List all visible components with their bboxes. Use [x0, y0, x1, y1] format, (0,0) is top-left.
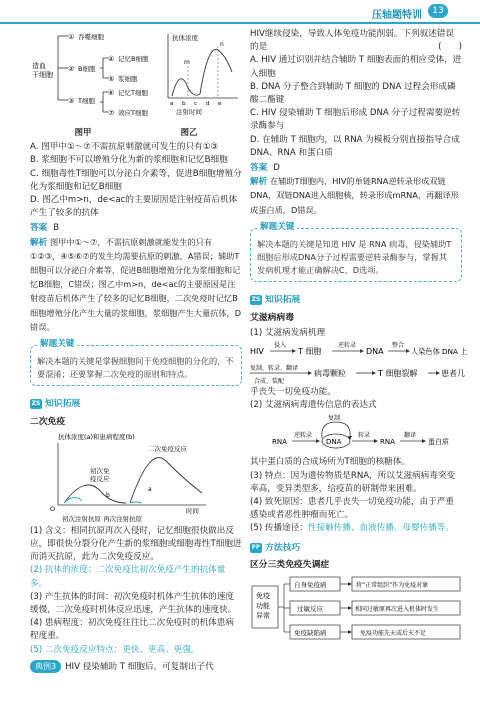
- tip-text: 解决本题的关键是掌握细胞间于免疫细胞的分化的，不要混淆；还要掌握二次免疫的原则和特点。: [37, 356, 234, 380]
- figure-yi: [162, 28, 242, 118]
- table-row-3-desc: 免疫功能先天或后天不足: [360, 630, 427, 638]
- table-row-1-name: 自身免疫病: [294, 581, 327, 590]
- r-p4: (4) 致死原因：患者几乎丧失一切免疫功能，由于严重感染或者恶性肿瘤而死亡。: [250, 497, 454, 521]
- analysis-label: 解析: [30, 237, 48, 248]
- r-section-knowledge: [250, 294, 300, 307]
- secondary-immunity-figure: [46, 431, 226, 523]
- r-tip-box: [250, 221, 462, 283]
- flow2-tl: 翻译: [404, 432, 417, 440]
- tip-box: [30, 339, 242, 386]
- r-analysis-label: 解析: [250, 177, 268, 188]
- fig1-node-3: ③: [68, 97, 75, 105]
- option-b: B. 浆细胞不可以增殖分化为新的浆细胞和记忆B细胞: [30, 155, 228, 166]
- r-tip-tag: 解题关键: [257, 221, 297, 234]
- fig1-caption: 图甲: [74, 127, 92, 137]
- fig3-second-label: 二次免疫反应: [148, 444, 187, 453]
- fig3-bottom-label: 初次注射抗原 再次注射抗原: [62, 514, 143, 523]
- r-answer-value: D: [273, 163, 280, 174]
- fig1-node-1: ①: [68, 33, 75, 41]
- fig1-node-7: ⑦: [108, 109, 115, 117]
- r-section-badge: ZS: [251, 296, 261, 304]
- method-section: [250, 542, 300, 555]
- table-row-2-desc: 相同过敏原再次进入机体时发生: [355, 606, 440, 614]
- fig2-tick-a: a: [170, 101, 174, 107]
- option-d: D. 图乙中m>n，de<ac的主要原因是注射疫苗后机体产生了较多的抗体: [30, 195, 238, 219]
- fig1-label-3: T细胞: [78, 97, 95, 105]
- analysis: [30, 236, 242, 335]
- point-1: (1) 含义：相同抗原再次入侵时，记忆细胞很快做出反应，即很快分裂分化产生新的浆细胞或细胞毒性T细胞进而消灭抗原，此为二次免疫反应。: [30, 525, 242, 563]
- fig1-root-2: 干细胞: [32, 71, 53, 79]
- r-p2-tail: 其中蛋白质的合成场所为T细胞的核糖体。: [250, 457, 410, 468]
- fig1-node-2: ②: [68, 65, 75, 73]
- left-column: [30, 28, 242, 674]
- r-option-b: B. DNA 分子整合到辅助 T 细胞的 DNA 过程会形成磷酸二酯键: [250, 81, 456, 106]
- section-badge: ZS: [31, 400, 41, 408]
- flow2-rep: 复制: [328, 415, 341, 423]
- fig1-node-6: ⑥: [108, 89, 115, 97]
- flow1-t-cell-lysis: T 细胞裂解: [378, 369, 418, 379]
- fig1-label-1: 吞噬细胞: [78, 33, 104, 41]
- flow1-chrom: 人染色体 DNA 上: [411, 347, 468, 357]
- fig3-origin: O: [50, 504, 56, 513]
- right-column: [250, 28, 468, 640]
- fig2-tick-e: e: [218, 101, 222, 107]
- flow1-arrow1-top: 侵入: [274, 342, 287, 350]
- question-text: HIV继续侵染，导致人体免疫功能削弱。下列叙述错误的是: [250, 29, 454, 53]
- section-label: 知识拓展: [45, 399, 81, 410]
- r-option-d: D. 在辅助 T 细胞内，以 RNA 为模板分别直接指导合成 DNA、RNA 和蛋白质: [250, 134, 460, 158]
- r-p1: (1) 艾滋病发病机理: [250, 327, 326, 338]
- fig2-xlabel: 注射时间: [176, 108, 202, 116]
- fig1-node-4: ④: [108, 55, 115, 63]
- table-row-3-name: 免疫缺陷病: [294, 629, 327, 638]
- fig2-tick-d: d: [206, 101, 210, 107]
- method-title: 区分三类免疫失调症: [250, 559, 330, 570]
- answer-paren: ( ): [438, 42, 462, 53]
- fig2-mark-n: n: [220, 41, 224, 48]
- tip-tag: 解题关键: [37, 338, 77, 351]
- flow1-t-cell: T 细胞: [298, 347, 322, 357]
- r-section-label: 知识拓展: [265, 295, 301, 306]
- method-badge: FF: [251, 543, 261, 551]
- hiv-expression-flow: [250, 412, 462, 456]
- page-number: 13: [428, 4, 448, 18]
- fig2-mark-m: m: [184, 59, 190, 66]
- r-p5-prefix: (5) 传播途径：: [250, 523, 308, 534]
- question-continuation: [250, 28, 462, 54]
- fig3-x-axis: 时间: [186, 506, 199, 515]
- flow2-rna2: RNA: [380, 438, 395, 447]
- fig1-root-1: 造血: [32, 62, 46, 70]
- fig1-label-4: 记忆B细胞: [118, 55, 149, 63]
- header-title: 压轴题特训: [372, 10, 422, 21]
- r-option-a: A. HIV 通过识别并结合辅助 T 细胞表面的相应受体，进入细胞: [250, 55, 462, 79]
- fig1-node-5: ⑤: [108, 75, 115, 83]
- flow1-assembly: 合成、装配: [254, 378, 285, 386]
- section-knowledge: [30, 398, 80, 411]
- point-3: (3) 产生抗体的时间：初次免疫时机体产生抗体的速度缓慢，二次免疫时机体反应迅速，产生抗体的速度快。: [30, 591, 237, 616]
- header-bar: [0, 0, 480, 26]
- r-option-c: C. HIV 侵染辅助 T 细胞后形成 DNA 分子过程需要逆转录酶参与: [250, 108, 461, 132]
- flow2-rt: 逆转录: [294, 432, 313, 440]
- flow2-rna: RNA: [272, 438, 287, 447]
- fig3-first-label-2: 疫反应: [90, 474, 110, 483]
- option-c: C. 细胞毒性T细胞可以分泌白介素等，促进B细胞增殖分化为浆细胞和记忆B细胞: [30, 168, 242, 192]
- flow1-rep: 复制、转录、翻译: [250, 365, 299, 373]
- fig3-b-label: b: [106, 491, 110, 499]
- answer-line: [30, 222, 242, 235]
- r-analysis: [250, 175, 462, 218]
- fig1-label-6: 记忆T细胞: [118, 89, 148, 97]
- point-5: (5) 二次免疫反应特点：更快、更高、更强。: [30, 644, 200, 655]
- method-label: 方法技巧: [265, 542, 301, 553]
- answer-label: 答案: [30, 223, 48, 234]
- flow2-tr: 转录: [358, 432, 371, 440]
- flow1-hiv: HIV: [250, 347, 264, 357]
- header-rule: [0, 22, 480, 24]
- table-row-1-desc: 将“正常组织”作为免疫对象: [356, 582, 429, 590]
- example-text: HIV 侵染辅助 T 细胞后，可复制出子代: [65, 661, 214, 672]
- fig1-label-5: 浆细胞: [118, 75, 138, 83]
- table-row-2-name: 过敏反应: [297, 605, 323, 614]
- point-4: (4) 患病程度：初次免疫往往比二次免疫时的机体患病程度重。: [30, 618, 234, 642]
- r-answer-line: [250, 162, 462, 175]
- fig2-ylabel: 抗体浓度: [172, 34, 198, 42]
- r-p5-highlight: 性接触传播、血液传播、母婴传播等。: [307, 523, 454, 534]
- fig3-a-label: a: [148, 485, 152, 493]
- flow1-dna: DNA: [366, 347, 384, 357]
- flow1-arrow2-top: 逆转录: [338, 342, 357, 350]
- flow1-virus: 病毒颗粒: [314, 369, 346, 379]
- figure-jia: [30, 28, 158, 118]
- table-root-2: 功能: [256, 602, 270, 611]
- flow2-dna: DNA: [326, 438, 342, 447]
- r-p5: [250, 522, 462, 535]
- sub-title: 二次免疫: [30, 416, 66, 427]
- fig1-label-7: 效应T细胞: [118, 109, 148, 117]
- fig3-first-label-1: 初次免: [90, 466, 110, 475]
- r-p3: (3) 特点：因为遗传物质是RNA，所以艾滋病病毒突变率高，变异类型多，给疫苗的研制带来困难。: [250, 470, 456, 494]
- flow2-protein: 蛋白质: [428, 438, 449, 447]
- r-sub-title: 艾滋病病毒: [250, 312, 294, 323]
- r-p1-tail: 乎丧失一切免疫功能。: [250, 387, 336, 398]
- r-analysis-text: 在辅助T细胞内，HIV的单链RNA逆转录形成双链DNA，双链DNA进入细胞核，转录形成mRNA，再翻译形成蛋白质，D错误。: [250, 176, 459, 215]
- fig1-label-2: B细胞: [78, 65, 96, 73]
- figures-row: [30, 28, 242, 128]
- table-root-3: 异常: [256, 612, 270, 621]
- example-line: [30, 660, 242, 674]
- flow1-patient: 患者几: [441, 369, 465, 379]
- r-p2: (2) 艾滋病病毒遗传信息的表达式: [250, 400, 377, 411]
- fig2-tick-b: b: [182, 101, 186, 107]
- option-a: A. 图甲中①～⑦不需抗原刺激就可发生的只有①③: [30, 142, 219, 153]
- hiv-mechanism-flow: [250, 340, 468, 386]
- fig3-top-label: 抗体浓度(a)和患病程度(b): [58, 432, 135, 441]
- fig2-tick-c: c: [194, 101, 198, 107]
- answer-value: B: [53, 223, 60, 234]
- flow1-arrow3-top: 整合: [392, 342, 405, 350]
- example-badge: 典例3: [30, 660, 61, 673]
- fig2-caption: 图乙: [180, 127, 198, 137]
- analysis-text: 图甲中①～⑦，不需抗原刺激就能发生的只有①②③，④⑤⑥⑦的发生均需要抗原的刺激，A错误；辅助T细胞可以分泌白介素等，促进B细胞增殖分化为浆细胞和记忆B细胞，C错误；图乙中m>n，de<ac的主要原因是注射疫苗后机体产生了较多的记忆B细胞，二次免疫时记忆B细胞增殖分化产生大量的浆细胞，浆细胞产生大量抗体，D错误。: [30, 236, 241, 332]
- r-tip-text: 解决本题的关键是知道 HIV 是 RNA 病毒，侵染辅助T细胞后形成DNA分子过程需要逆转录酶参与，掌握其发病机理才能正确解决C、D选项。: [257, 238, 452, 276]
- table-root-1: 免疫: [256, 592, 270, 601]
- point-2: (2) 抗体的浓度：二次免疫比初次免疫产生的抗体量多。: [30, 565, 226, 589]
- immune-disorder-table: [250, 574, 462, 640]
- r-answer-label: 答案: [250, 163, 268, 174]
